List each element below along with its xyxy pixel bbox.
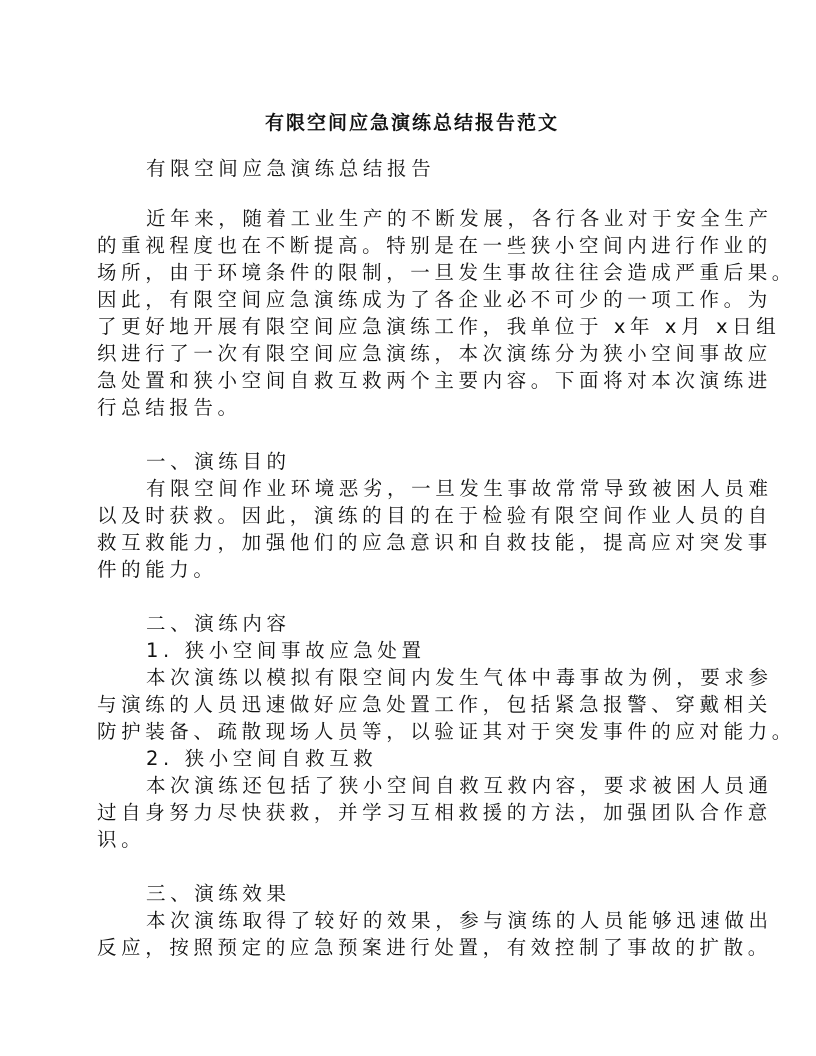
paragraph-line: 件的能力。 bbox=[97, 558, 218, 581]
paragraph-line: 近年来，随着工业生产的不断发展，各行各业对于安全生产 bbox=[146, 207, 773, 230]
paragraph-line: 急处置和狭小空间自救互救两个主要内容。下面将对本次演练进 bbox=[97, 369, 772, 392]
paragraph-line: 有限空间作业环境恶劣，一旦发生事故常常导致被困人员难 bbox=[146, 477, 773, 500]
paragraph-line: 行总结报告。 bbox=[97, 396, 242, 419]
paragraph-line: 与演练的人员迅速做好应急处置工作，包括紧急报警、穿戴相关 bbox=[97, 693, 772, 716]
section-heading: 二、演练内容 bbox=[146, 612, 291, 635]
paragraph-line: 织进行了一次有限空间应急演练，本次演练分为狭小空间事故应 bbox=[97, 342, 772, 365]
paragraph-line: 以及时获救。因此，演练的目的在于检验有限空间作业人员的自 bbox=[97, 504, 772, 527]
paragraph-line: 因此，有限空间应急演练成为了各企业必不可少的一项工作。为 bbox=[97, 288, 772, 311]
paragraph-line: 反应，按照预定的应急预案进行处置，有效控制了事故的扩散。 bbox=[97, 936, 772, 959]
subsection-heading: 2. 狭小空间自救互救 bbox=[146, 747, 378, 770]
paragraph-line: 识。 bbox=[97, 828, 146, 851]
paragraph-line: 过自身努力尽快获救，并学习互相救援的方法，加强团队合作意 bbox=[97, 801, 772, 824]
paragraph-line: 本次演练取得了较好的效果，参与演练的人员能够迅速做出 bbox=[146, 909, 773, 932]
paragraph-line: 救互救能力，加强他们的应急意识和自救技能，提高应对突发事 bbox=[97, 531, 772, 554]
paragraph-line: 了更好地开展有限空间应急演练工作，我单位于 x年 x月 x日组 bbox=[97, 315, 781, 338]
paragraph-line: 本次演练还包括了狭小空间自救互救内容，要求被困人员通 bbox=[146, 774, 773, 797]
subsection-heading: 1. 狭小空间事故应急处置 bbox=[146, 639, 426, 662]
paragraph-line: 场所，由于环境条件的限制，一旦发生事故往往会造成严重后果。 bbox=[97, 261, 796, 284]
section-heading: 一、演练目的 bbox=[146, 450, 291, 473]
document-title: 有限空间应急演练总结报告范文 bbox=[264, 112, 559, 134]
section-heading: 三、演练效果 bbox=[146, 882, 291, 905]
paragraph-line: 本次演练以模拟有限空间内发生气体中毒事故为例，要求参 bbox=[146, 666, 773, 689]
paragraph-line: 防护装备、疏散现场人员等，以验证其对于突发事件的应对能力。 bbox=[97, 720, 796, 743]
document-subtitle: 有限空间应急演练总结报告 bbox=[146, 157, 436, 180]
paragraph-line: 的重视程度也在不断提高。特别是在一些狭小空间内进行作业的 bbox=[97, 234, 772, 257]
